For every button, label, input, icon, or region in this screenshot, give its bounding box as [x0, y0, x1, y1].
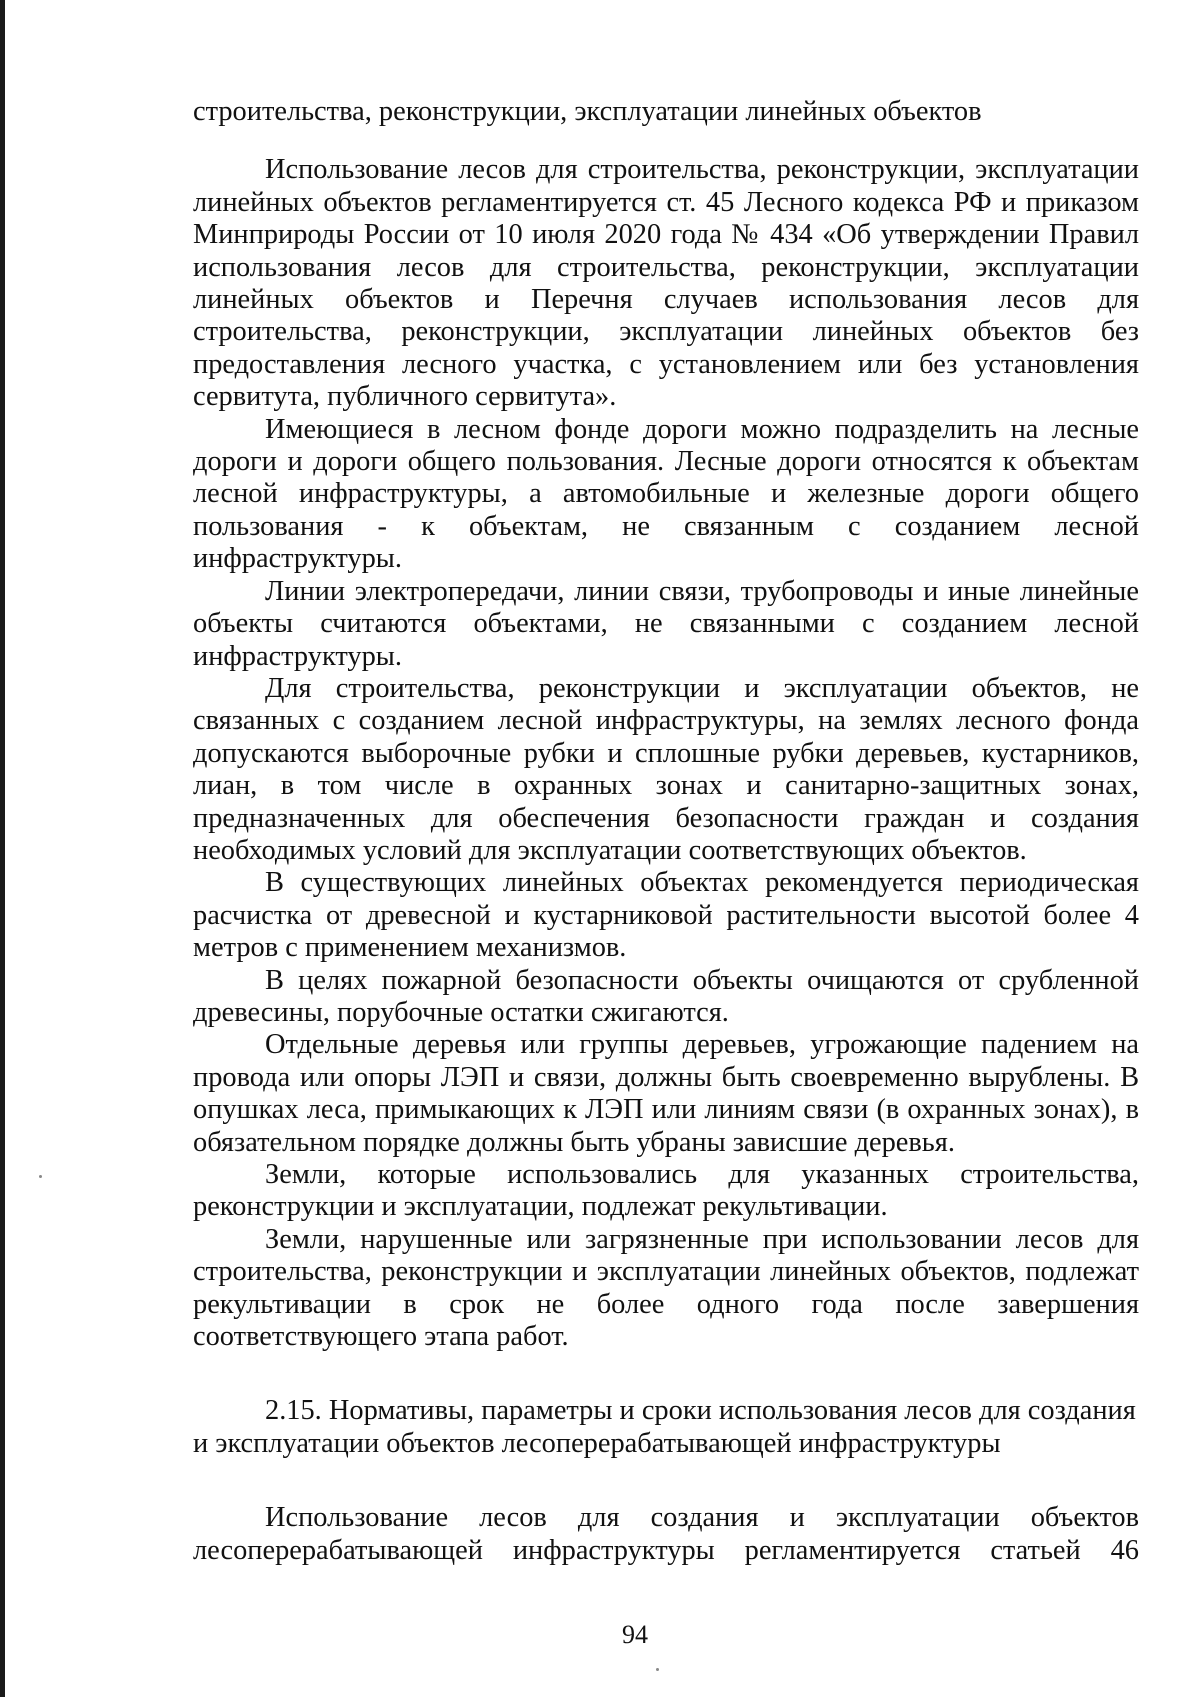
paragraph-2: Имеющиеся в лесном фонде дороги можно подразделить на лесные дороги и дороги общего пользования. Лесные дороги относятся к объектам лесной инфраструктуры, а автомобильные и железные дороги общего пользования - к объектам, не связанным с созданием лесной инфраструктуры. — [193, 413, 1139, 575]
paragraph-7: Отдельные деревья или группы деревьев, угрожающие падением на провода или опоры ЛЭП и связи, должны быть своевременно вырублены. В опушках леса, примыкающих к ЛЭП или линиям связи (в охранных зонах), в обязательном порядке должны быть убраны зависшие деревья. — [193, 1029, 1139, 1158]
scan-speck — [39, 1175, 42, 1178]
section-paragraph: Использование лесов для создания и эксплуатации объектов лесоперерабатывающей инфраструктуры регламентируется статьей 46 — [193, 1502, 1139, 1566]
paragraph-8: Земли, которые использовались для указанных строительства, реконструкции и эксплуатации, подлежат рекультивации. — [193, 1159, 1139, 1223]
scan-edge — [0, 0, 5, 1697]
paragraph-1: Использование лесов для строительства, реконструкции, эксплуатации линейных объектов регламентируется ст. 45 Лесного кодекса РФ и приказом Минприроды России от 10 июля 2020 года № 434 «Об утверждении Правил использования лесов для строительства, реконструкции, эксплуатации линейных объектов и Перечня случаев использования лесов для строительства, реконструкции, эксплуатации линейных объектов без предоставления лесного участка, с установлением или без установления сервитута, публичного сервитута». — [193, 154, 1139, 413]
paragraph-4: Для строительства, реконструкции и эксплуатации объектов, не связанных с созданием лесной инфраструктуры, на землях лесного фонда допускаются выборочные рубки и сплошные рубки деревьев, кустарников, лиан, в том числе в охранных зонах и санитарно-защитных зонах, предназначенных для обеспечения безопасности граждан и создания необходимых условий для эксплуатации соответствующих объектов. — [193, 672, 1139, 866]
document-page — [193, 96, 1139, 1567]
paragraph-6: В целях пожарной безопасности объекты очищаются от срубленной древесины, порубочные остатки сжигаются. — [193, 964, 1139, 1028]
paragraph-9: Земли, нарушенные или загрязненные при использовании лесов для строительства, реконструкции и эксплуатации линейных объектов, подлежат рекультивации в срок не более одного года после завершения соответствующего этапа работ. — [193, 1223, 1139, 1353]
section-heading-2-15: 2.15. Нормативы, параметры и сроки использования лесов для создания и эксплуатации объектов лесоперерабатывающей инфраструктуры — [193, 1395, 1136, 1459]
scan-speck — [656, 1668, 659, 1671]
section-heading-continuation: строительства, реконструкции, эксплуатации линейных объектов — [193, 96, 982, 127]
paragraph-5: В существующих линейных объектах рекомендуется периодическая расчистка от древесной и кустарниковой растительности высотой более 4 метров с применением механизмов. — [193, 867, 1139, 964]
page-number: 94 — [622, 1620, 648, 1649]
paragraph-3: Линии электропередачи, линии связи, трубопроводы и иные линейные объекты считаются объектами, не связанными с созданием лесной инфраструктуры. — [193, 575, 1139, 672]
